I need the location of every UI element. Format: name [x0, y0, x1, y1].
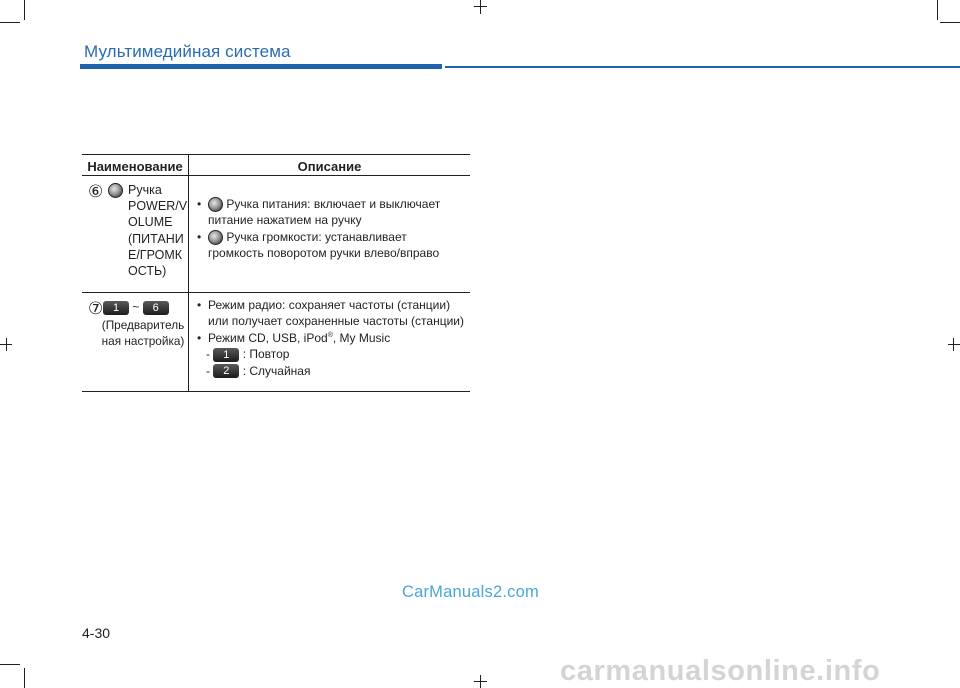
list-item	[197, 196, 470, 229]
sub-item	[197, 346, 470, 362]
item-number: ⑥	[88, 182, 104, 201]
page-number: 4-30	[82, 625, 111, 641]
crop-mark	[474, 681, 487, 682]
bullet-text: Ручка громкости: устанавливает	[226, 229, 407, 244]
header-rule-thin	[445, 66, 960, 68]
name-line: ОСТЬ)	[128, 264, 167, 279]
crop-mark	[6, 338, 7, 351]
crop-mark	[474, 6, 487, 7]
bullet-text: , My Music	[332, 330, 391, 345]
registered-mark: ®	[327, 331, 333, 339]
name-line: POWER/V	[128, 199, 188, 214]
preset-key-2: 2	[213, 364, 239, 378]
preset-keys	[103, 300, 169, 315]
col-header-name: Наименование	[82, 155, 189, 176]
name-cell	[82, 293, 189, 392]
crop-mark	[480, 0, 481, 14]
controls-table	[82, 154, 470, 392]
table-row	[82, 293, 470, 392]
item-name	[100, 317, 186, 349]
header-rule	[80, 64, 442, 69]
bullet: •	[197, 298, 202, 312]
knob-icon	[208, 197, 223, 212]
bullet-text-cont: громкость поворотом ручки влево/вправо	[208, 246, 440, 261]
name-line: OLUME	[128, 215, 173, 230]
bullet: •	[197, 330, 202, 345]
range-tilde: ~	[132, 300, 140, 314]
name-line: (ПИТАНИ	[128, 231, 184, 246]
section-title: Мультимедийная система	[84, 42, 291, 61]
crop-mark	[0, 22, 20, 23]
crop-mark	[0, 664, 20, 665]
bullet-text-cont: или получает сохраненные частоты (станции)	[208, 314, 464, 329]
item-number: ⑦	[88, 299, 104, 318]
crop-mark	[940, 22, 960, 23]
list-item	[197, 297, 470, 330]
knob-icon	[108, 183, 123, 198]
list-item	[197, 330, 470, 346]
crop-mark	[948, 344, 960, 345]
bullet-text-cont: питание нажатием на ручку	[208, 213, 362, 228]
watermark-link[interactable]: CarManuals2.com	[402, 583, 539, 601]
description-cell	[189, 176, 471, 293]
name-line: (Предваритель	[101, 318, 185, 332]
footer-watermark: carmanualsonline.info	[560, 655, 881, 687]
bullet: •	[197, 197, 202, 211]
description-cell	[189, 293, 471, 392]
name-line: Е/ГРОМК	[128, 247, 183, 262]
col-header-description: Описание	[189, 155, 471, 176]
table-row	[82, 176, 470, 293]
bullet-text: Ручка питания: включает и выключает	[226, 197, 441, 211]
preset-key-1: 1	[103, 301, 129, 315]
dash: -	[206, 363, 210, 378]
preset-key-1: 1	[213, 348, 239, 362]
crop-mark	[24, 668, 25, 688]
item-name	[128, 182, 187, 279]
name-line: ная настройка)	[101, 334, 185, 348]
bullet-text: Режим радио: сохраняет частоты (станции)	[208, 298, 451, 312]
list-item	[197, 229, 470, 262]
knob-icon	[208, 230, 223, 245]
crop-mark	[24, 0, 25, 20]
name-line: Ручка	[128, 183, 162, 197]
sub-text: : Случайная	[242, 363, 311, 378]
sub-text: : Повтор	[242, 347, 290, 362]
name-cell	[82, 176, 189, 293]
dash: -	[206, 347, 210, 362]
crop-mark	[953, 338, 954, 351]
table-header-row	[82, 155, 470, 176]
crop-mark	[937, 0, 938, 20]
sub-item	[197, 363, 470, 379]
preset-key-6: 6	[143, 301, 169, 315]
bullet: •	[197, 229, 202, 244]
bullet-text: Режим CD, USB, iPod	[208, 330, 328, 345]
